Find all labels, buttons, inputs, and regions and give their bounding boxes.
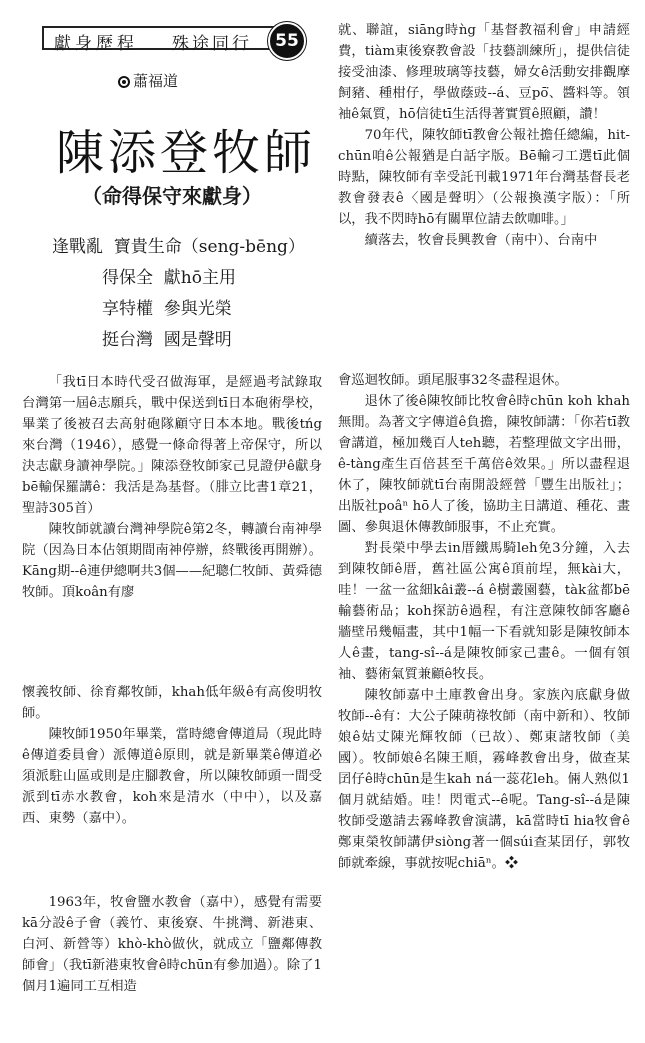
paragraph: 1963年，牧會鹽水教會（嘉中），感覺有需要kā分設ê子會（義竹、東後寮、牛挑灣、新港東、白河、新營等）khò-khò做伙，就成立「鹽鄰傳教師會」（我tī新港東牧會ê時chūn有參加過）。除了1個月1遍同工互相造 (22, 895, 322, 994)
body-block-1 (22, 372, 322, 603)
series-banner (42, 24, 310, 54)
poem-line: 逢戰亂 寶貴生命（seng-bēng） (52, 237, 305, 257)
series-box (42, 26, 274, 54)
poem-line: 挺台灣 國是聲明 (102, 330, 232, 350)
right-column (338, 0, 630, 1043)
paragraph: 陳牧師嘉中土庫教會出身。家族內底獻身做牧師--ê有：大公子陳萌祿牧師（南中新和）、牧師娘ê姑丈陳光輝牧師（已故）、鄭東諸牧師（美國）。牧師娘ê名陳王順，霧峰教會出身，做查某囝仔ê時chūn是生kah ná一蕊花leh。倆人熟似1個月就結婚。哇！閃電式--ê呢。Tang-sî--á是陳牧師受邀請去霧峰教會演講，kā當時tī hia牧會ê鄭東榮牧師講伊siòng著一個súi查某囝仔，郭牧師就牽線，事就按呢chiāⁿ。❖ (338, 688, 630, 871)
poem-line: 享特權 參與光榮 (102, 299, 232, 319)
paragraph: 陳牧師就讀台灣神學院ê第2冬，轉讀台南神學院（因為日本佔領期間南神停辦，終戰後再開辦）。Kāng期--ê連伊總啊共3個——紀聰仁牧師、黃舜德牧師。頂koân有廖 (22, 522, 322, 600)
bullet-circle-icon (118, 76, 130, 88)
paragraph: 陳牧師1950年畢業，當時總會傳道局（現此時ê傳道委員會）派傳道ê原則，就是新畢業ê傳道必須派駐山區或則是庄腳教會，所以陳牧師頭一間受派到tī赤水教會，koh來是清水（中中），以及嘉西、東勢（嘉中）。 (22, 727, 322, 826)
poem-line: 得保全 獻hō主用 (102, 268, 236, 288)
paragraph: 「我tī日本時代受召做海軍，是經過考試錄取台灣第一屆ê志願兵，戰中保送到tī日本砲術學校，畢業了後被召去高射砲隊顧守日本本地。戰後tńg來台灣（1946），感覺一條命得著上帝保守，所以決志獻身讀神學院。」陳添登牧師家己見證伊ê獻身bē輸保羅講ê：我活是為基督。（腓立比書1章21，聖詩305首） (22, 375, 322, 516)
paragraph: 續落去，牧會長興教會（南中）、台南中 (364, 233, 598, 248)
body-block-2 (22, 682, 322, 829)
article-title: 陳添登牧師 (56, 125, 317, 181)
series-number-badge: 55 (268, 22, 306, 60)
body-block-5 (338, 370, 630, 874)
paragraph: 懷義牧師、徐育鄰牧師，khah低年級ê有高俊明牧師。 (22, 685, 322, 721)
left-column (22, 0, 322, 1043)
paragraph: 退休了後ê陳牧師比牧會ê時chūn koh khah無閒。為著文字傳道ê負擔，陳牧師講：「你若tī教會講道，極加幾百人teh聽，若整理做文字出冊，ê-tàng產生百倍甚至千萬倍ê效果。」所以盡程退休了，陳牧師就tī台南開設經營「豐生出版社」；出版社poâⁿ hō人了後，協助主日講道、種花、畫圖、參與退休傳教師服事，不止充實。 (338, 394, 630, 535)
author-name: 蕭福道 (133, 72, 179, 90)
body-block-4 (338, 20, 630, 251)
series-title-b: 殊途同行 (172, 34, 252, 54)
paragraph: 就、聯誼，siāng時ǹg「基督教福利會」申請經費，tiàm東後寮教會設「技藝訓練所」，提供信徒接受油漆、修理玻璃等技藝，婦女ê活動安排觀摩飼豬、種柑仔，學做蔭豉--á、豆pō͘、醬料等。領袖ê氣質，hō信徒tī生活得著實質ê照顧，讚！ (338, 23, 630, 122)
poem (52, 232, 305, 356)
article-subtitle: （命得保守來獻身） (82, 184, 262, 208)
body-block-3 (22, 892, 322, 997)
series-title-a: 獻身歷程 (54, 34, 138, 54)
paragraph: 會巡迴牧師。頭尾服事32冬盡程退休。 (338, 373, 568, 388)
author-line (118, 70, 178, 91)
paragraph: 70年代，陳牧師tī教會公報社擔任總編，hit-chūn咱ê公報猶是白話字版。Bē輸刁工選tī此個時點，陳牧師有幸受託刊載1971年台灣基督長老教會發表ê〈國是聲明〉（公報換漢字版）：「所以，我不閃時hō有關單位請去飲咖啡。」 (338, 128, 630, 227)
paragraph: 對長榮中學去in厝鐵馬騎leh免3分鐘，入去到陳牧師ê厝，舊社區公寓ê頂前埕，無kài大，哇！一盆一盆細kâi叢--á ê樹叢園藝，tàk盆都bē輸藝術品；koh探訪ê過程，有注意陳牧師客廳ê牆壁吊幾幅畫，其中1幅一下看就知影是陳牧師本人ê畫，tang-sî--á是陳牧師家己畫ê。一個有領袖、藝術氣質兼顧ê牧長。 (338, 541, 630, 682)
